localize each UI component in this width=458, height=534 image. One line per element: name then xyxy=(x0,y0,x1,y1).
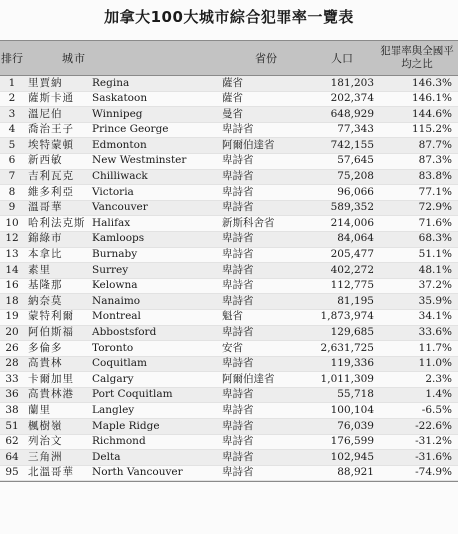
cell-province: 卑詩省 xyxy=(222,185,254,198)
cell-city-zh: 高貴林港 xyxy=(28,388,74,401)
cell-city-en: Richmond xyxy=(92,435,146,448)
cell-city-zh: 楓樹嶺 xyxy=(28,419,63,432)
cell-population: 102,945 xyxy=(330,450,374,463)
cell-province: 卑詩省 xyxy=(222,450,254,463)
cell-city-zh: 哈利法克斯 xyxy=(28,216,86,229)
cell-city-en: Kamloops xyxy=(92,232,145,245)
cell-ratio: 1.4% xyxy=(425,388,452,401)
cell-city-en: Calgary xyxy=(92,372,134,385)
table-row xyxy=(0,170,458,186)
table-row xyxy=(0,107,458,123)
table-row xyxy=(0,138,458,154)
cell-ratio: 34.1% xyxy=(418,310,452,323)
table-row xyxy=(0,310,458,326)
cell-city-zh: 維多利亞 xyxy=(28,185,74,198)
cell-population: 402,272 xyxy=(330,263,374,276)
cell-province: 卑詩省 xyxy=(222,419,254,432)
cell-ratio: 51.1% xyxy=(418,248,452,261)
cell-rank: 64 xyxy=(5,450,19,463)
cell-city-en: Regina xyxy=(92,76,130,89)
cell-ratio: -6.5% xyxy=(421,403,452,416)
page-title: 加拿大100大城市綜合犯罪率一覽表 xyxy=(104,8,354,26)
cell-city-zh: 多倫多 xyxy=(28,341,63,354)
cell-population: 96,066 xyxy=(337,185,374,198)
cell-rank: 9 xyxy=(8,201,16,214)
cell-city-zh: 里賈納 xyxy=(28,76,63,89)
cell-province: 卑詩省 xyxy=(222,248,254,261)
cell-ratio: 71.6% xyxy=(418,216,452,229)
crime-rate-table xyxy=(0,40,458,482)
table-row xyxy=(0,326,458,342)
table-row xyxy=(0,466,458,482)
cell-city-en: Burnaby xyxy=(92,248,138,261)
cell-population: 75,208 xyxy=(337,170,374,183)
cell-population: 84,064 xyxy=(337,232,374,245)
cell-city-en: Halifax xyxy=(92,216,131,229)
cell-province: 卑詩省 xyxy=(222,154,254,167)
cell-province: 卑詩省 xyxy=(222,123,254,136)
cell-province: 薩省 xyxy=(222,92,243,105)
cell-province: 魁省 xyxy=(222,310,243,323)
cell-ratio: 115.2% xyxy=(411,123,452,136)
cell-province: 卑詩省 xyxy=(222,263,254,276)
cell-ratio: 11.7% xyxy=(418,341,452,354)
cell-city-en: Edmonton xyxy=(92,138,147,151)
cell-city-zh: 蘭里 xyxy=(28,403,51,416)
cell-population: 214,006 xyxy=(330,216,374,229)
cell-ratio: -22.6% xyxy=(415,419,452,432)
cell-rank: 18 xyxy=(5,294,19,307)
table-row xyxy=(0,294,458,310)
cell-city-en: Delta xyxy=(92,450,121,463)
cell-rank: 20 xyxy=(5,326,19,338)
cell-ratio: 83.8% xyxy=(418,170,452,183)
cell-population: 119,336 xyxy=(330,357,374,370)
cell-ratio: 87.7% xyxy=(418,138,452,151)
cell-city-en: Nanaimo xyxy=(92,294,141,307)
header-city: 城市 xyxy=(62,52,86,65)
cell-city-zh: 基隆那 xyxy=(28,279,63,292)
cell-ratio: 146.1% xyxy=(411,92,452,105)
cell-ratio: 2.3% xyxy=(425,372,452,385)
cell-population: 742,155 xyxy=(330,138,374,151)
table-row xyxy=(0,388,458,404)
cell-rank: 62 xyxy=(5,435,19,448)
cell-city-zh: 卡爾加里 xyxy=(28,372,74,385)
cell-ratio: 146.3% xyxy=(411,76,452,89)
cell-rank: 7 xyxy=(8,170,16,183)
table-row xyxy=(0,123,458,139)
cell-rank: 13 xyxy=(5,248,19,261)
table-row xyxy=(0,357,458,373)
cell-population: 2,631,725 xyxy=(320,341,374,354)
table-body xyxy=(0,76,458,482)
cell-population: 648,929 xyxy=(330,107,374,120)
cell-city-zh: 素里 xyxy=(28,263,51,276)
cell-city-zh: 吉利瓦克 xyxy=(28,170,74,183)
cell-city-en: Vancouver xyxy=(92,201,148,214)
cell-city-zh: 本拿比 xyxy=(28,248,63,261)
cell-ratio: 11.0% xyxy=(418,357,452,370)
header-province: 省份 xyxy=(255,52,277,65)
cell-rank: 6 xyxy=(8,154,16,167)
cell-city-zh: 納奈莫 xyxy=(28,294,63,307)
cell-city-zh: 三角洲 xyxy=(28,450,63,463)
table-row xyxy=(0,216,458,232)
cell-population: 57,645 xyxy=(337,154,374,167)
table-row xyxy=(0,403,458,419)
cell-rank: 8 xyxy=(8,185,16,198)
cell-population: 205,477 xyxy=(330,248,374,261)
cell-city-en: North Vancouver xyxy=(92,466,183,479)
cell-city-zh: 喬治王子 xyxy=(28,123,74,136)
cell-rank: 14 xyxy=(5,263,19,276)
cell-city-en: Abbostsford xyxy=(92,326,157,338)
cell-population: 77,343 xyxy=(337,123,374,136)
cell-city-zh: 溫尼伯 xyxy=(28,107,63,120)
cell-province: 薩省 xyxy=(222,76,243,89)
cell-province: 卑詩省 xyxy=(222,232,254,245)
cell-city-en: Port Coquitlam xyxy=(92,388,173,401)
cell-province: 阿爾伯達省 xyxy=(222,372,275,385)
cell-province: 卑詩省 xyxy=(222,279,254,292)
cell-province: 卑詩省 xyxy=(222,403,254,416)
cell-rank: 26 xyxy=(5,341,19,354)
cell-rank: 28 xyxy=(5,357,19,370)
cell-rank: 95 xyxy=(5,466,19,479)
cell-province: 安省 xyxy=(222,341,243,354)
cell-city-en: Winnipeg xyxy=(92,107,143,120)
cell-population: 100,104 xyxy=(330,403,374,416)
cell-population: 202,374 xyxy=(330,92,374,105)
cell-ratio: 144.6% xyxy=(411,107,452,120)
cell-rank: 2 xyxy=(8,92,16,105)
cell-province: 卑詩省 xyxy=(222,388,254,401)
cell-rank: 38 xyxy=(5,403,19,416)
cell-rank: 33 xyxy=(5,372,19,385)
cell-ratio: 77.1% xyxy=(418,185,452,198)
cell-ratio: -74.9% xyxy=(415,466,452,479)
cell-population: 1,873,974 xyxy=(320,310,374,323)
header-ratio: 犯罪率與全國平均之比 xyxy=(380,45,454,70)
cell-population: 181,203 xyxy=(330,76,374,89)
cell-province: 卑詩省 xyxy=(222,466,254,479)
cell-population: 81,195 xyxy=(337,294,374,307)
cell-province: 新斯科舍省 xyxy=(222,216,275,229)
cell-ratio: -31.6% xyxy=(415,450,452,463)
table-row xyxy=(0,92,458,108)
cell-city-en: Kelowna xyxy=(92,279,138,292)
table-row xyxy=(0,185,458,201)
cell-city-zh: 錦綠市 xyxy=(28,232,63,245)
table-row xyxy=(0,154,458,170)
cell-ratio: 48.1% xyxy=(418,263,452,276)
cell-province: 卑詩省 xyxy=(222,170,254,183)
table-row xyxy=(0,263,458,279)
cell-population: 55,718 xyxy=(337,388,374,401)
table-row xyxy=(0,279,458,295)
cell-province: 卑詩省 xyxy=(222,201,254,214)
cell-city-en: Surrey xyxy=(92,263,129,276)
header-rank: 排行 xyxy=(1,52,23,65)
cell-population: 88,921 xyxy=(337,466,374,479)
cell-province: 卑詩省 xyxy=(222,294,254,307)
cell-rank: 4 xyxy=(8,123,16,136)
cell-ratio: 35.9% xyxy=(418,294,452,307)
table-row xyxy=(0,232,458,248)
cell-rank: 5 xyxy=(8,138,16,151)
cell-city-en: Langley xyxy=(92,403,135,416)
table-row xyxy=(0,76,458,92)
cell-population: 129,685 xyxy=(330,326,374,338)
cell-population: 176,599 xyxy=(330,435,374,448)
cell-city-zh: 埃特蒙頓 xyxy=(28,138,74,151)
cell-city-zh: 北溫哥華 xyxy=(28,466,74,479)
cell-rank: 16 xyxy=(5,279,19,292)
cell-city-en: Victoria xyxy=(92,185,134,198)
header-population: 人口 xyxy=(331,52,353,65)
table-row xyxy=(0,450,458,466)
cell-province: 卑詩省 xyxy=(222,435,254,448)
cell-city-en: Prince George xyxy=(92,123,169,136)
cell-rank: 19 xyxy=(5,310,19,323)
cell-city-zh: 列治文 xyxy=(28,435,63,448)
cell-province: 卑詩省 xyxy=(222,326,254,338)
table-row xyxy=(0,201,458,217)
table-row xyxy=(0,341,458,357)
table-row xyxy=(0,435,458,451)
cell-rank: 3 xyxy=(8,107,16,120)
cell-ratio: 68.3% xyxy=(418,232,452,245)
cell-city-zh: 薩斯卡通 xyxy=(28,92,74,105)
cell-city-en: Maple Ridge xyxy=(92,419,160,432)
cell-ratio: 87.3% xyxy=(418,154,452,167)
cell-population: 1,011,309 xyxy=(320,372,374,385)
table-row xyxy=(0,248,458,264)
cell-city-zh: 新西敏 xyxy=(28,154,63,167)
cell-rank: 36 xyxy=(5,388,19,401)
cell-ratio: 72.9% xyxy=(418,201,452,214)
cell-rank: 10 xyxy=(5,216,19,229)
cell-city-zh: 溫哥華 xyxy=(28,201,63,214)
cell-rank: 1 xyxy=(8,76,16,89)
cell-city-en: Coquitlam xyxy=(92,357,147,370)
table-row xyxy=(0,419,458,435)
table-row xyxy=(0,372,458,388)
cell-population: 589,352 xyxy=(330,201,374,214)
table-header xyxy=(0,40,458,76)
cell-city-zh: 蒙特利爾 xyxy=(28,310,74,323)
cell-province: 曼省 xyxy=(222,107,243,120)
cell-city-en: New Westminster xyxy=(92,154,187,167)
cell-city-en: Saskatoon xyxy=(92,92,148,105)
cell-rank: 51 xyxy=(5,419,19,432)
cell-city-en: Montreal xyxy=(92,310,141,323)
cell-province: 卑詩省 xyxy=(222,357,254,370)
cell-city-zh: 阿伯斯福 xyxy=(28,326,74,338)
cell-population: 112,775 xyxy=(330,279,374,292)
cell-population: 76,039 xyxy=(337,419,374,432)
cell-province: 阿爾伯達省 xyxy=(222,138,275,151)
cell-ratio: -31.2% xyxy=(415,435,452,448)
cell-rank: 12 xyxy=(5,232,19,245)
cell-city-en: Toronto xyxy=(92,341,134,354)
cell-city-en: Chilliwack xyxy=(92,170,148,183)
cell-ratio: 33.6% xyxy=(418,326,452,338)
cell-city-zh: 高貴林 xyxy=(28,357,63,370)
cell-ratio: 37.2% xyxy=(418,279,452,292)
